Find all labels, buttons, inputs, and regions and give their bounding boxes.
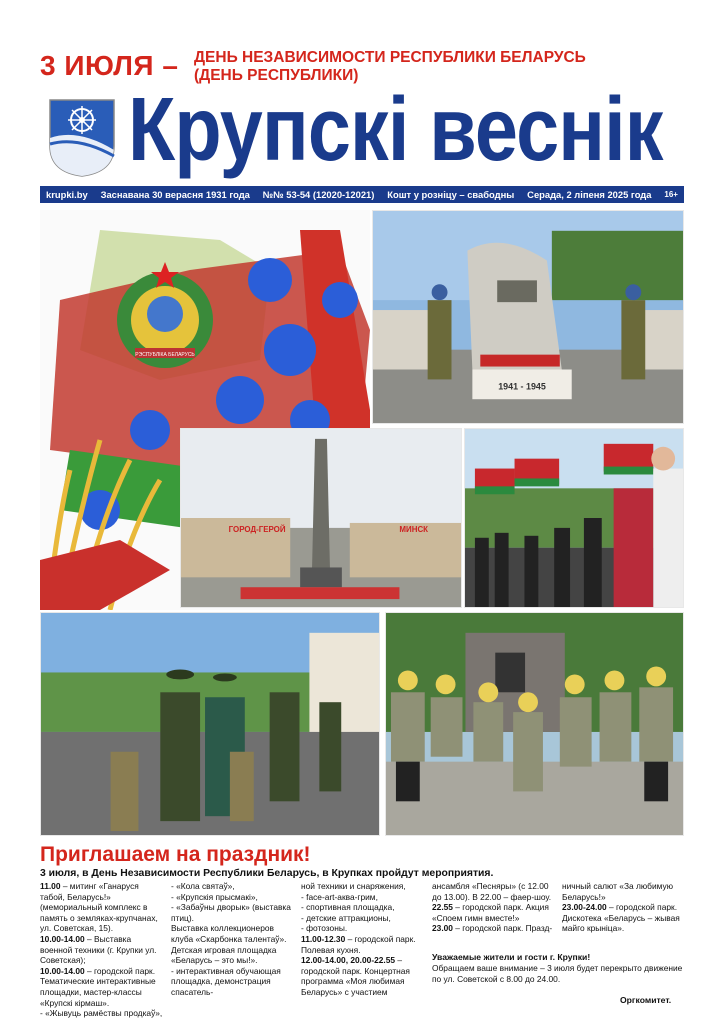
- schedule-item: [301, 934, 425, 955]
- schedule-column-4: [432, 881, 556, 934]
- schedule-description: - «Жывуць рамёствы продкаў»,: [40, 1008, 163, 1019]
- website-link[interactable]: krupki.by: [46, 189, 88, 200]
- schedule-description: ной техники и снаряжения,: [301, 881, 406, 891]
- schedule-description: - фотозоны.: [301, 923, 348, 934]
- issue-info-bar: [40, 186, 684, 203]
- schedule-description: – городской парк. Концертная программа «Моя любимая Беларусь» с участием: [301, 955, 410, 997]
- schedule-item: [171, 881, 295, 892]
- schedule-description: - детские аттракционы,: [301, 912, 391, 923]
- price-note: Кошт у розніцу – свабодны: [387, 189, 515, 200]
- schedule-column-2: [171, 881, 295, 998]
- schedule-column-1: [40, 881, 164, 1019]
- krupki-coat-of-arms-icon: [48, 98, 116, 178]
- schedule-item: [301, 955, 425, 997]
- photo-students-flags: [464, 428, 684, 608]
- article-lead: 3 июля, в День Независимости Республики Беларусь, в Крупках пройдут мероприятия.: [40, 868, 494, 879]
- schedule-time: 12.00-14.00, 20.00-22.55: [301, 955, 396, 966]
- age-rating: 16+: [664, 190, 678, 199]
- schedule-item: [432, 923, 556, 934]
- schedule-description: – городской парк. Дискотека «Беларусь – жывая майго крыніца».: [562, 902, 680, 934]
- schedule-time: 10.00-14.00: [40, 933, 85, 944]
- schedule-time: 22.55: [432, 902, 453, 913]
- schedule-column-3: [301, 881, 425, 998]
- schedule-item: [40, 1008, 164, 1019]
- memorial-plate-text: 1941 - 1945: [498, 381, 546, 392]
- schedule-time: 11.00: [40, 881, 61, 891]
- schedule-item: [562, 881, 684, 902]
- schedule-description: - «Кола святаў»,: [171, 881, 235, 891]
- schedule-item: [301, 881, 425, 892]
- schedule-description: – Выставка военной техники (г. Крупки ул. Советская);: [40, 933, 157, 966]
- schedule-description: – городской парк. Полевая кухня.: [301, 933, 416, 955]
- photo-veterans-parade: [40, 612, 380, 836]
- schedule-description: - «Забаўны дворык» (выставка птиц).: [171, 902, 291, 923]
- article-headline: Приглашаем на праздник!: [40, 843, 311, 866]
- schedule-item: [40, 934, 164, 966]
- schedule-item: [40, 881, 164, 934]
- schedule-time: 23.00-24.00: [562, 902, 607, 913]
- schedule-description: ничный салют «За любимую Беларусь!»: [562, 881, 673, 902]
- hero-city-sign-right: МИНСК: [399, 524, 429, 534]
- schedule-description: ансамбля «Песняры» (с 12.00 до 13.00). В 22.00 – фаер-шоу.: [432, 881, 552, 902]
- schedule-column-5: [562, 881, 684, 934]
- schedule-time: 11.00-12.30: [301, 933, 346, 944]
- schedule-time: 23.00: [432, 923, 453, 934]
- hero-city-sign-left: ГОРОД-ГЕРОЙ: [228, 524, 286, 534]
- notice-title: Уважаемые жители и гости г. Крупки!: [432, 952, 591, 962]
- schedule-item: [301, 902, 425, 913]
- schedule-description: - face-art-aква-грим,: [301, 891, 378, 902]
- holiday-name-line2: (ДЕНЬ РЕСПУБЛИКИ): [194, 67, 359, 84]
- schedule-item: [171, 966, 295, 998]
- schedule-item: [562, 902, 684, 934]
- schedule-description: – городской парк. Акция «Споем гимн вместе!»: [432, 902, 549, 923]
- photo-memorial-honor-guard: [372, 210, 684, 424]
- schedule-item: [171, 945, 295, 966]
- schedule-item: [171, 892, 295, 903]
- schedule-item: [171, 902, 295, 923]
- schedule-description: - интерактивная обучающая площадка, демонстрация спасатель-: [171, 965, 281, 997]
- schedule-description: – митинг «Ганаруся табой, Беларусь!» (мемориальный комплекс в память о земляках-крупчанах, ул. Советская, 15).: [40, 881, 158, 934]
- schedule-item: [301, 923, 425, 934]
- schedule-item: [432, 881, 556, 902]
- schedule-item: [301, 892, 425, 903]
- schedule-description: Выставка коллекционеров клуба «Скарбонка талентаў».: [171, 923, 287, 944]
- emblem-ribbon-text: РЭСПУБЛІКА БЕЛАРУСЬ: [135, 352, 195, 358]
- schedule-item: [432, 902, 556, 923]
- holiday-date: 3 ИЮЛЯ –: [40, 50, 179, 81]
- schedule-description: – городской парк. Празд-: [452, 923, 553, 934]
- photo-victory-monument: [180, 428, 462, 608]
- schedule-description: Детская игровая площадка «Беларусь – это мы!».: [171, 944, 277, 966]
- traffic-notice: Обращаем ваше внимание – 3 июля будет перекрыто движение по ул. Советской с 8.00 до 24.00.: [432, 963, 683, 984]
- photo-children-memorial: [385, 612, 684, 836]
- schedule-item: [301, 913, 425, 924]
- schedule-item: [40, 966, 164, 1008]
- schedule-description: – городской парк. Тематические интерактивные площадки, мастер-классы «Крупскі кірмаш».: [40, 965, 156, 1008]
- schedule-item: [171, 923, 295, 944]
- issue-date: Серада, 2 ліпеня 2025 года: [527, 189, 652, 200]
- newspaper-title: Крупскі веснік: [128, 80, 663, 180]
- issue-number: №№ 53-54 (12020-12021): [262, 189, 375, 200]
- holiday-name-line1: ДЕНЬ НЕЗАВИСИМОСТИ РЕСПУБЛИКИ БЕЛАРУСЬ: [194, 49, 586, 66]
- schedule-description: - «Крупскія прысмакі»,: [171, 891, 258, 902]
- schedule-description: - спортивная площадка,: [301, 902, 395, 913]
- organizing-committee-signature: Оргкомитет.: [620, 995, 672, 1005]
- founded-date: Заснавана 30 верасня 1931 года: [100, 189, 250, 200]
- schedule-time: 10.00-14.00: [40, 965, 85, 976]
